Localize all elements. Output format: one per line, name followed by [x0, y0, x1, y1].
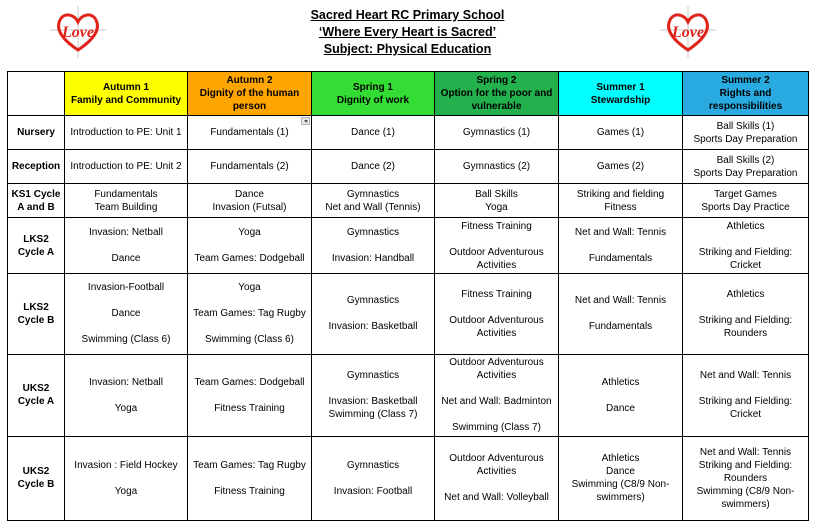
- cell-text: Gymnastics: [346, 370, 400, 382]
- cell-text: Net and Wall: Volleyball: [444, 492, 549, 504]
- table-cell: [312, 184, 435, 218]
- cell-text: Games (1): [596, 127, 645, 139]
- cell-text: Invasion: Basketball: [328, 396, 418, 408]
- cell-text: Dance: [111, 253, 141, 265]
- column-header-autumn-1: Autumn 1 Family and Community: [65, 72, 188, 116]
- table-cell: [683, 150, 809, 184]
- table-cell: [65, 218, 188, 273]
- cell-text: Gymnastics (2): [462, 161, 531, 173]
- table-row: [8, 436, 809, 520]
- cell-text: Team Games: Tag Rugby: [193, 308, 306, 320]
- table-row: [8, 218, 809, 273]
- cell-text: Net and Wall (Tennis): [325, 201, 421, 213]
- cell-text: Fundamentals: [588, 253, 653, 265]
- cell-text: Games (2): [596, 161, 645, 173]
- table-cell: [559, 218, 683, 273]
- school-name: Sacred Heart RC Primary School: [310, 8, 505, 22]
- cell-text: Fitness Training: [214, 485, 285, 497]
- table-cell: [559, 150, 683, 184]
- pe-curriculum-table: [7, 71, 809, 521]
- table-cell: [683, 436, 809, 520]
- table-row: [8, 116, 809, 150]
- header-row: [8, 72, 809, 116]
- cell-text: Yoga: [238, 227, 261, 239]
- table-cell: [559, 355, 683, 436]
- cell-text: Invasion (Futsal): [212, 201, 287, 213]
- cell-text: Invasion : Field Hockey: [74, 459, 178, 471]
- column-header-spring-2: Spring 2 Option for the poor and vulnerable: [435, 72, 559, 116]
- row-label: UKS2 Cycle B: [8, 436, 65, 520]
- cell-text: Yoga: [114, 402, 138, 414]
- cell-text: Swimming (Class 7): [328, 409, 418, 421]
- column-header-summer-2: Summer 2 Rights and responsibilities: [683, 72, 809, 116]
- cell-text: Dance: [111, 308, 141, 320]
- table-cell: [435, 184, 559, 218]
- table-row: [8, 273, 809, 354]
- cell-text: Fundamentals (1): [210, 127, 289, 139]
- cell-text: Athletics: [601, 453, 640, 465]
- cell-text: Team Games: Dodgeball: [194, 376, 305, 388]
- cell-text: Team Games: Tag Rugby: [193, 459, 306, 471]
- table-cell: [188, 150, 312, 184]
- table-cell: [312, 116, 435, 150]
- table-cell: [188, 355, 312, 436]
- table-cell: [188, 116, 312, 150]
- cell-text: Gymnastics: [346, 188, 400, 200]
- table-body: [8, 116, 809, 521]
- table-cell: [683, 184, 809, 218]
- cell-text: Swimming (Class 6): [81, 334, 171, 346]
- cell-text: Dance: [235, 188, 264, 200]
- table-cell: [435, 355, 559, 436]
- cell-text: Dance (2): [351, 161, 395, 173]
- column-header-autumn-2: Autumn 2 Dignity of the human person: [188, 72, 312, 116]
- table-row: [8, 150, 809, 184]
- cell-text: Gymnastics: [346, 227, 400, 239]
- table-cell: [683, 273, 809, 354]
- cell-text: Ball Skills (2): [716, 154, 775, 166]
- table-cell: [188, 273, 312, 354]
- cell-text: Striking and Fielding: Rounders: [698, 459, 793, 484]
- cell-text: Invasion: Football: [333, 485, 413, 497]
- school-motto: ‘Where Every Heart is Sacred’: [318, 25, 497, 39]
- table-cell: [65, 184, 188, 218]
- table-cell: [188, 436, 312, 520]
- cell-text: Swimming (Class 7): [452, 422, 541, 434]
- cell-text: Introduction to PE: Unit 1: [70, 127, 182, 139]
- table-cell: [65, 116, 188, 150]
- cell-text: Introduction to PE: Unit 2: [70, 161, 182, 173]
- dropdown-arrow-icon[interactable]: [301, 117, 310, 125]
- cell-text: Sports Day Preparation: [693, 167, 798, 179]
- cell-text: Dance: [606, 466, 635, 478]
- subject-title: Subject: Physical Education: [323, 42, 492, 56]
- table-cell: [312, 150, 435, 184]
- document-header: [0, 7, 815, 58]
- cell-text: Yoga: [114, 485, 138, 497]
- table-cell: [65, 436, 188, 520]
- cell-text: Dance (1): [351, 127, 395, 139]
- cell-text: Ball Skills (1): [716, 120, 775, 132]
- cell-text: Fundamentals: [94, 188, 158, 200]
- table-row: [8, 355, 809, 436]
- table-cell: [559, 436, 683, 520]
- table-cell: [435, 150, 559, 184]
- cell-text: Gymnastics: [346, 295, 400, 307]
- cell-text: Ball Skills: [475, 188, 518, 200]
- row-label: KS1 Cycle A and B: [8, 184, 65, 218]
- svg-text:Love: Love: [672, 24, 704, 41]
- row-label: LKS2 Cycle B: [8, 273, 65, 354]
- cell-text: Fundamentals: [588, 321, 653, 333]
- cell-text: Striking and fielding: [576, 188, 665, 200]
- cell-text: Yoga: [238, 282, 261, 294]
- cell-text: Team Building: [94, 201, 158, 213]
- table-cell: [188, 218, 312, 273]
- cell-text: Net and Wall: Badminton: [441, 396, 552, 408]
- cell-text: Sports Day Preparation: [693, 133, 798, 145]
- row-label: Nursery: [8, 116, 65, 150]
- cell-text: Athletics: [601, 376, 640, 388]
- table-cell: [559, 116, 683, 150]
- table-cell: [559, 184, 683, 218]
- cell-text: Striking and Fielding: Rounders: [698, 314, 793, 339]
- cell-text: Outdoor Adventurous Activities: [449, 314, 544, 339]
- table-cell: [435, 116, 559, 150]
- table-cell: [559, 273, 683, 354]
- cell-text: Net and Wall: Tennis: [574, 295, 667, 307]
- cell-text: Striking and Fielding: Cricket: [698, 246, 793, 271]
- table-cell: [65, 273, 188, 354]
- cell-text: Fitness Training: [461, 220, 532, 232]
- table-cell: [312, 436, 435, 520]
- row-label: UKS2 Cycle A: [8, 355, 65, 436]
- cell-text: Fitness: [604, 201, 637, 213]
- table-cell: [683, 116, 809, 150]
- corner-cell: [8, 72, 65, 116]
- cell-text: Invasion: Basketball: [328, 321, 418, 333]
- cell-text: Swimming (C8/9 Non-swimmers): [696, 485, 795, 510]
- cell-text: Swimming (Class 6): [205, 334, 294, 346]
- table-cell: [683, 355, 809, 436]
- cell-text: Striking and Fielding: Cricket: [698, 396, 793, 421]
- table-cell: [683, 218, 809, 273]
- cell-text: Outdoor Adventurous Activities: [449, 357, 544, 382]
- table-cell: [312, 218, 435, 273]
- row-label: Reception: [8, 150, 65, 184]
- cell-text: Team Games: Dodgeball: [194, 253, 305, 265]
- cell-text: Yoga: [485, 201, 508, 213]
- table-cell: [435, 436, 559, 520]
- cell-text: Net and Wall: Tennis: [574, 227, 667, 239]
- column-header-summer-1: Summer 1 Stewardship: [559, 72, 683, 116]
- cell-text: Net and Wall: Tennis: [699, 446, 792, 458]
- cell-text: Athletics: [726, 288, 765, 300]
- cell-text: Athletics: [726, 220, 765, 232]
- cell-text: Invasion: Handball: [331, 253, 415, 265]
- cell-text: Outdoor Adventurous Activities: [449, 246, 544, 271]
- cell-text: Swimming (C8/9 Non-swimmers): [571, 479, 670, 504]
- cell-text: Target Games: [714, 188, 777, 200]
- table-row: [8, 184, 809, 218]
- cell-text: Gymnastics: [346, 459, 400, 471]
- cell-text: Fitness Training: [214, 402, 285, 414]
- table-cell: [435, 218, 559, 273]
- svg-text:Love: Love: [62, 24, 94, 41]
- cell-text: Invasion-Football: [87, 282, 165, 294]
- cell-text: Dance: [606, 402, 635, 414]
- column-header-spring-1: Spring 1 Dignity of work: [312, 72, 435, 116]
- cell-text: Invasion: Netball: [89, 376, 163, 388]
- cell-text: Net and Wall: Tennis: [699, 370, 792, 382]
- table-cell: [65, 150, 188, 184]
- cell-text: Fitness Training: [461, 288, 532, 300]
- table-cell: [312, 355, 435, 436]
- row-label: LKS2 Cycle A: [8, 218, 65, 273]
- table-cell: [65, 355, 188, 436]
- cell-text: Outdoor Adventurous Activities: [449, 453, 544, 478]
- cell-text: Fundamentals (2): [210, 161, 289, 173]
- cell-text: Sports Day Practice: [701, 201, 790, 213]
- table-cell: [188, 184, 312, 218]
- cell-text: Invasion: Netball: [89, 227, 163, 239]
- table-cell: [312, 273, 435, 354]
- cell-text: Gymnastics (1): [462, 127, 531, 139]
- table-cell: [435, 273, 559, 354]
